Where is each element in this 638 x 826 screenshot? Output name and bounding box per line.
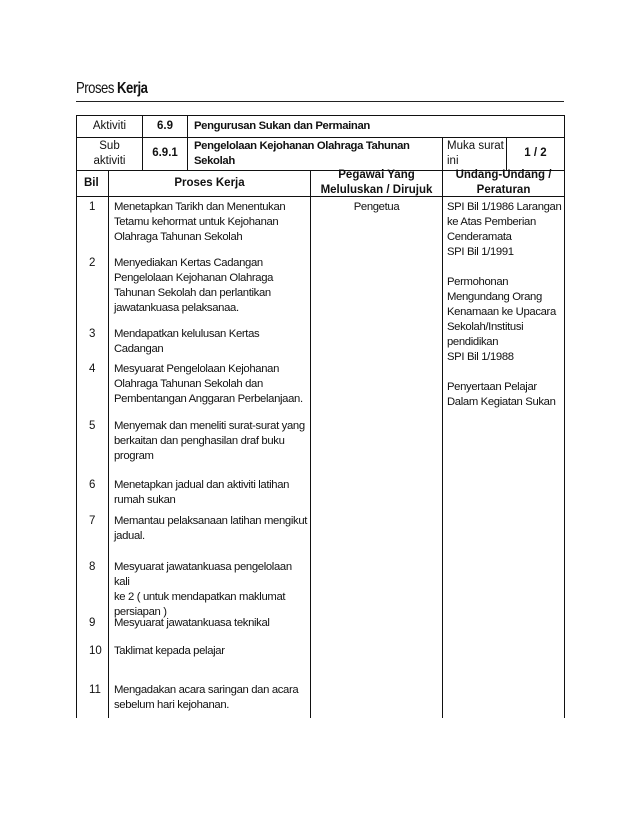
divider bbox=[76, 137, 564, 138]
title-word-2: Kerja bbox=[117, 80, 148, 97]
divider bbox=[442, 170, 443, 718]
step-line: Menyediakan Kertas Cadangan bbox=[114, 257, 263, 269]
step-line: Pembentangan Anggaran Perbelanjaan. bbox=[114, 393, 303, 405]
col-header-bil: Bil bbox=[84, 177, 99, 189]
step-line: jawatankuasa pelaksanaa. bbox=[114, 302, 239, 314]
step-description bbox=[114, 683, 310, 713]
step-line: sebelum hari kejohanan. bbox=[114, 699, 230, 711]
step-number: 9 bbox=[89, 617, 96, 629]
step-number: 6 bbox=[89, 479, 96, 491]
aktiviti-name: Pengurusan Sukan dan Permainan bbox=[194, 120, 370, 132]
step-description bbox=[114, 514, 310, 544]
step-number: 3 bbox=[89, 328, 96, 340]
undang-line: Penyertaan Pelajar bbox=[447, 381, 537, 393]
sub-aktiviti-name bbox=[194, 139, 439, 169]
step-line: Mesyuarat Pengelolaan Kejohanan bbox=[114, 363, 280, 375]
sub-name-line1: Pengelolaan Kejohanan Olahraga Tahunan bbox=[194, 140, 410, 152]
step-line: Mesyuarat jawatankuasa teknikal bbox=[114, 617, 270, 629]
step-line: Taklimat kepada pelajar bbox=[114, 645, 225, 657]
muka-label-line1: Muka surat bbox=[447, 140, 504, 152]
table-right-border bbox=[564, 115, 565, 718]
col-header-proses: Proses Kerja bbox=[174, 177, 245, 189]
divider bbox=[108, 170, 109, 718]
sub-label-line2: aktiviti bbox=[93, 155, 126, 167]
step-line: Olahraga Tahunan Sekolah dan bbox=[114, 378, 263, 390]
title-underline bbox=[76, 101, 564, 102]
divider bbox=[442, 137, 443, 170]
aktiviti-code: 6.9 bbox=[157, 120, 173, 132]
step-number: 8 bbox=[89, 561, 96, 573]
step-line: Menetapkan Tarikh dan Menentukan bbox=[114, 201, 286, 213]
title-word-1: Proses bbox=[76, 80, 114, 97]
step-description bbox=[114, 560, 310, 620]
undang-header-line1: Undang-Undang / bbox=[455, 169, 552, 181]
undang-list bbox=[447, 200, 563, 410]
step-number: 2 bbox=[89, 257, 96, 269]
table-left-border bbox=[76, 115, 77, 718]
sub-label-line1: Sub bbox=[99, 140, 120, 152]
step-line: Mengadakan acara saringan dan acara bbox=[114, 684, 299, 696]
step-number: 1 bbox=[89, 201, 96, 213]
pegawai-header-line1: Pegawai Yang bbox=[338, 169, 415, 181]
divider bbox=[310, 170, 311, 718]
step-description bbox=[114, 616, 310, 631]
step-line: ke 2 ( untuk mendapatkan maklumat bbox=[114, 591, 286, 603]
muka-surat-label bbox=[447, 139, 505, 169]
step-line: Olahraga Tahunan Sekolah bbox=[114, 231, 243, 243]
step-line: Tahunan Sekolah dan perlantikan bbox=[114, 287, 271, 299]
undang-line: SPI Bil 1/1991 bbox=[447, 246, 514, 258]
step-line: Memantau pelaksanaan latihan mengikut bbox=[114, 515, 308, 527]
step-line: Menetapkan jadual dan aktiviti latihan bbox=[114, 479, 290, 491]
step-description bbox=[114, 327, 310, 357]
step-description bbox=[114, 644, 310, 659]
undang-line bbox=[447, 260, 563, 275]
step-line: Menyemak dan meneliti surat-surat yang bbox=[114, 420, 305, 432]
step-line: program bbox=[114, 450, 154, 462]
step-line: persiapan ) bbox=[114, 606, 167, 618]
undang-line: Dalam Kegiatan Sukan bbox=[447, 396, 556, 408]
sub-name-line2: Sekolah bbox=[194, 155, 235, 167]
undang-line: SPI Bil 1/1986 Larangan bbox=[447, 201, 562, 213]
step-line: Tetamu kehormat untuk Kejohanan bbox=[114, 216, 279, 228]
step-description bbox=[114, 362, 310, 407]
table-top-border bbox=[76, 115, 564, 116]
undang-line: ke Atas Pemberian bbox=[447, 216, 536, 228]
muka-label-line2: ini bbox=[447, 155, 459, 167]
col-header-undang bbox=[443, 168, 564, 198]
step-description bbox=[114, 200, 310, 245]
step-description bbox=[114, 478, 310, 508]
sub-aktiviti-code: 6.9.1 bbox=[152, 147, 178, 159]
undang-header-line2: Peraturan bbox=[476, 184, 531, 196]
divider bbox=[187, 115, 188, 170]
undang-line: pendidikan bbox=[447, 336, 499, 348]
pegawai-value: Pengetua bbox=[353, 201, 400, 213]
undang-line bbox=[447, 365, 563, 380]
step-number: 4 bbox=[89, 363, 96, 375]
step-line: Mesyuarat jawatankuasa pengelolaan kali bbox=[114, 561, 292, 588]
undang-line: Sekolah/Institusi bbox=[447, 321, 524, 333]
page-title bbox=[76, 80, 147, 98]
undang-line: Kenamaan ke Upacara bbox=[447, 306, 556, 318]
sub-aktiviti-label bbox=[77, 139, 142, 169]
undang-line: SPI Bil 1/1988 bbox=[447, 351, 514, 363]
step-number: 7 bbox=[89, 515, 96, 527]
aktiviti-label: Aktiviti bbox=[92, 120, 127, 132]
undang-line: Mengundang Orang bbox=[447, 291, 542, 303]
step-number: 10 bbox=[89, 645, 102, 657]
step-description bbox=[114, 419, 310, 464]
muka-surat-value: 1 / 2 bbox=[524, 147, 547, 159]
col-header-pegawai bbox=[311, 168, 442, 198]
step-number: 5 bbox=[89, 420, 96, 432]
step-line: Mendapatkan kelulusan Kertas bbox=[114, 328, 260, 340]
undang-line: Permohonan bbox=[447, 276, 509, 288]
step-line: Pengelolaan Kejohanan Olahraga bbox=[114, 272, 274, 284]
step-line: rumah sukan bbox=[114, 494, 176, 506]
step-line: berkaitan dan penghasilan draf buku bbox=[114, 435, 285, 447]
step-description bbox=[114, 256, 310, 316]
step-line: Cadangan bbox=[114, 343, 164, 355]
pegawai-header-line2: Meluluskan / Dirujuk bbox=[320, 184, 433, 196]
undang-line: Cenderamata bbox=[447, 231, 512, 243]
step-number: 11 bbox=[89, 684, 101, 696]
step-line: jadual. bbox=[114, 530, 145, 542]
